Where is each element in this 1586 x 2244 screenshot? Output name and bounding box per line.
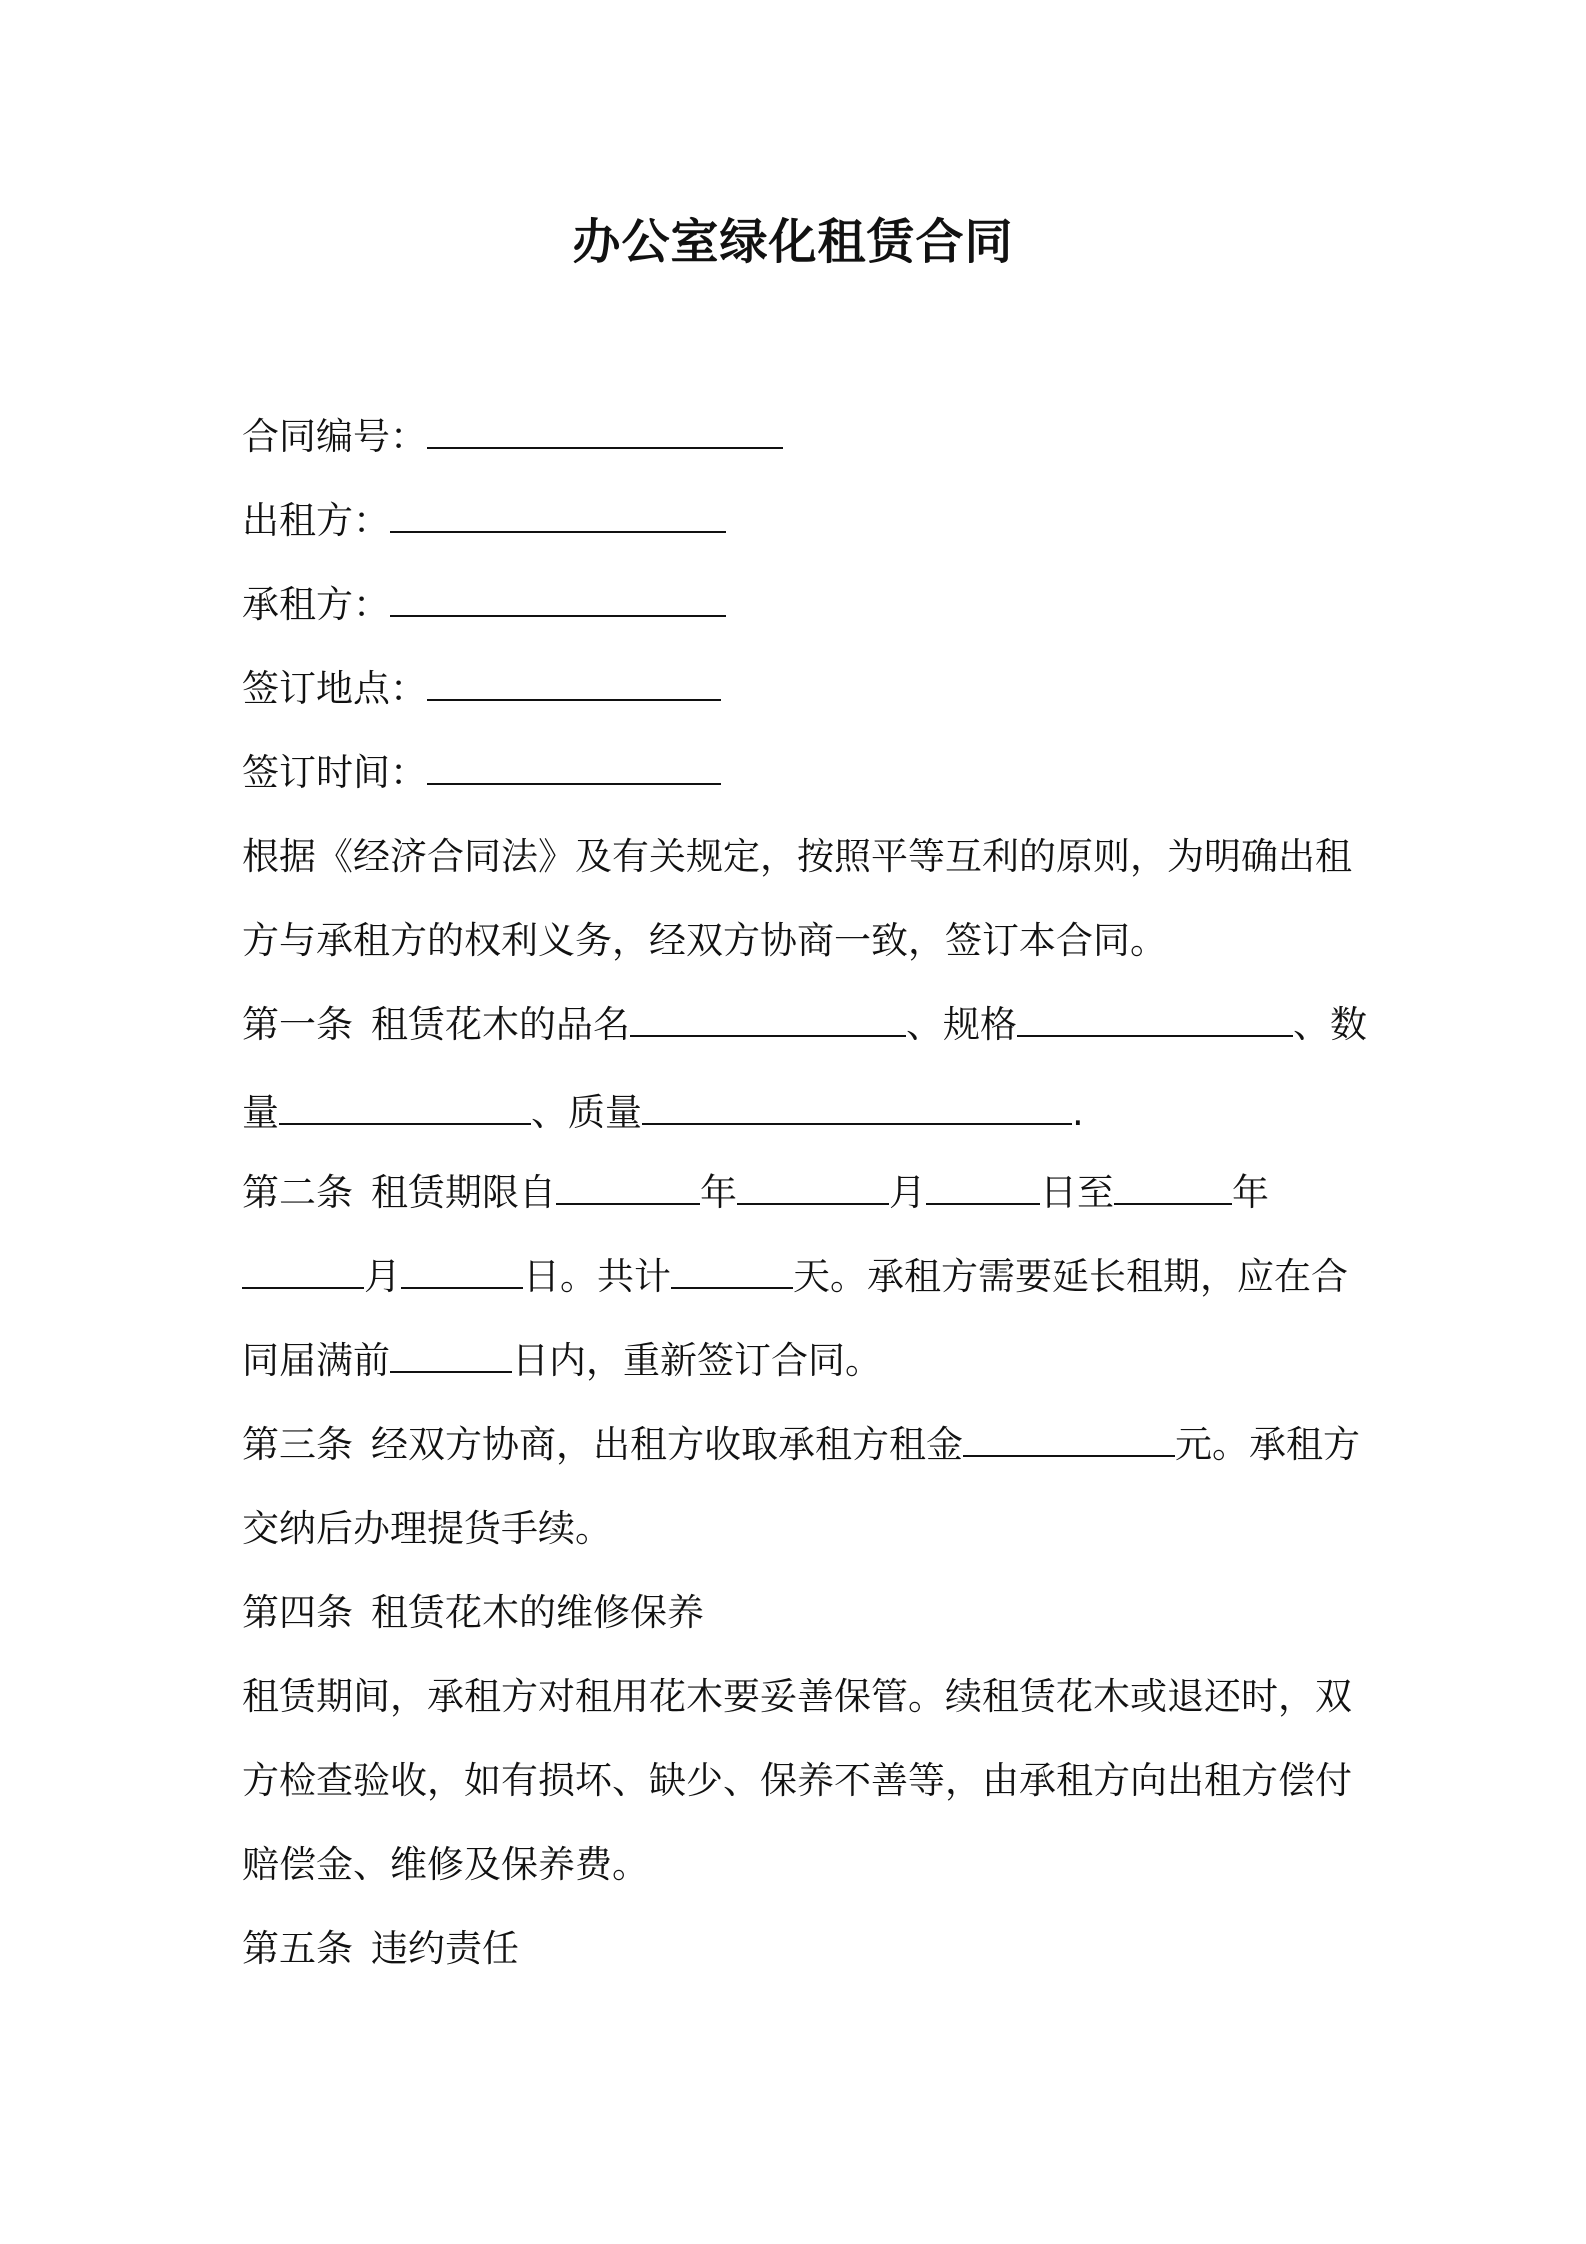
sign-place-blank xyxy=(427,665,721,701)
article-1-text: 租赁花木的品名 xyxy=(371,1003,630,1046)
renewal-days-blank xyxy=(390,1337,512,1373)
article-3-line-2: 交纳后办理提货手续。 xyxy=(242,1507,612,1550)
article-2-text: 同届满前 xyxy=(242,1339,390,1382)
article-2-text: 租赁期限自 xyxy=(371,1171,556,1214)
sign-time-line xyxy=(242,748,1362,798)
article-2-text: 日至 xyxy=(1040,1171,1114,1214)
contract-number-line xyxy=(242,412,1362,462)
article-2-text: 年 xyxy=(1232,1171,1269,1214)
start-day-blank xyxy=(926,1169,1040,1205)
lessor-blank xyxy=(390,497,726,533)
end-day-blank xyxy=(401,1253,523,1289)
lessor-label: 出租方： xyxy=(242,499,390,542)
contract-number-label: 合同编号： xyxy=(242,415,427,458)
specification-blank xyxy=(1017,1001,1293,1037)
article-2-text: 日内，重新签订合同。 xyxy=(512,1339,882,1382)
article-1-text: 量 xyxy=(242,1091,279,1134)
article-2-line-2 xyxy=(242,1252,1362,1302)
article-2-line-3 xyxy=(242,1336,1362,1386)
sign-time-blank xyxy=(427,749,721,785)
article-3-text: 经双方协商，出租方收取承租方租金 xyxy=(371,1423,963,1466)
intro-line-2: 方与承租方的权利义务，经双方协商一致，签订本合同。 xyxy=(242,919,1167,962)
item-name-blank xyxy=(630,1001,906,1037)
article-2-line-1 xyxy=(242,1168,1362,1218)
article-1-text: 、规格 xyxy=(906,1003,1017,1046)
article-2-text: 月 xyxy=(889,1171,926,1214)
article-1-text: 、质量 xyxy=(531,1091,642,1134)
article-2-text: 月 xyxy=(364,1255,401,1298)
total-days-blank xyxy=(671,1253,793,1289)
quality-blank xyxy=(642,1089,1072,1125)
document-title: 办公室绿化租赁合同 xyxy=(572,214,1014,270)
start-year-blank xyxy=(556,1169,700,1205)
article-4-heading: 第四条 xyxy=(242,1591,353,1634)
quantity-blank xyxy=(279,1089,531,1125)
article-5-heading: 第五条 xyxy=(242,1927,353,1970)
lessee-label: 承租方： xyxy=(242,583,390,626)
contract-number-blank xyxy=(427,413,783,449)
article-4-title: 租赁花木的维修保养 xyxy=(371,1591,704,1634)
sign-place-line xyxy=(242,664,1362,714)
article-1-heading: 第一条 xyxy=(242,1003,353,1046)
sign-place-label: 签订地点： xyxy=(242,667,427,710)
article-4-heading-line xyxy=(242,1588,1362,1638)
intro-line-1: 根据《经济合同法》及有关规定，按照平等互利的原则，为明确出租 xyxy=(242,835,1352,878)
article-4-para-line-1: 租赁期间，承租方对租用花木要妥善保管。续租赁花木或退还时，双 xyxy=(242,1675,1352,1718)
article-5-title: 违约责任 xyxy=(371,1927,519,1970)
article-3-text: 元。承租方 xyxy=(1175,1423,1360,1466)
article-4-para-line-3: 赔偿金、维修及保养费。 xyxy=(242,1843,649,1886)
lessee-blank xyxy=(390,581,726,617)
article-1-text: . xyxy=(1072,1091,1084,1134)
end-year-blank xyxy=(1114,1169,1232,1205)
article-3-heading: 第三条 xyxy=(242,1423,353,1466)
article-4-para-line-2: 方检查验收，如有损坏、缺少、保养不善等，由承租方向出租方偿付 xyxy=(242,1759,1352,1802)
article-1-text: 、数 xyxy=(1293,1003,1367,1046)
article-2-heading: 第二条 xyxy=(242,1171,353,1214)
article-5-heading-line xyxy=(242,1924,1362,1974)
article-1-line-2 xyxy=(242,1088,1362,1138)
end-month-blank xyxy=(242,1253,364,1289)
article-2-text: 年 xyxy=(700,1171,737,1214)
sign-time-label: 签订时间： xyxy=(242,751,427,794)
article-2-text: 日。共计 xyxy=(523,1255,671,1298)
article-1-line-1 xyxy=(242,1000,1367,1050)
lessee-line xyxy=(242,580,1362,630)
rent-amount-blank xyxy=(963,1421,1175,1457)
article-3-line-1 xyxy=(242,1420,1362,1470)
start-month-blank xyxy=(737,1169,889,1205)
lessor-line xyxy=(242,496,1362,546)
article-2-text: 天。承租方需要延长租期，应在合 xyxy=(793,1255,1348,1298)
